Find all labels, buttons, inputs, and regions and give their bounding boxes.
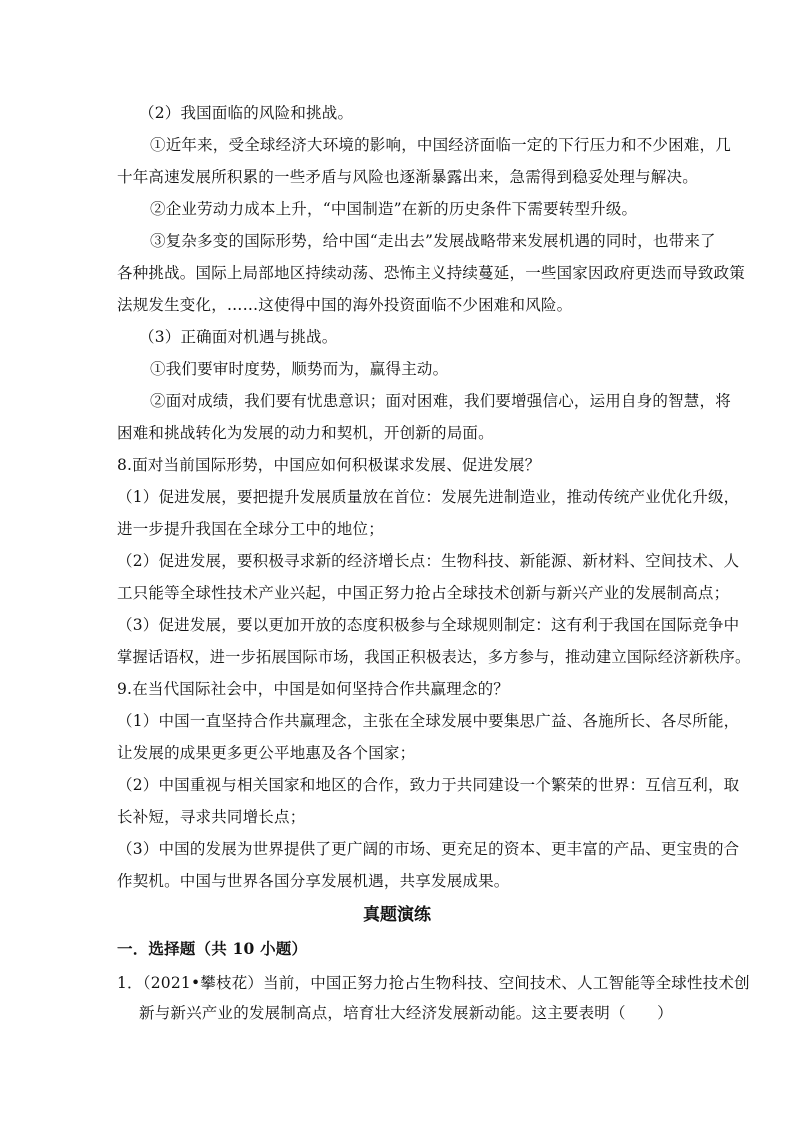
paragraph-line: ③复杂多变的国际形势，给中国“走出去”发展战略带来发展机遇的同时，也带来了	[150, 232, 716, 250]
paragraph-line: 长补短，寻求共同增长点；	[117, 808, 306, 826]
section-heading: 真题演练	[363, 905, 431, 925]
question-8-title: 8.面对当前国际形势，中国应如何积极谋求发展、促进发展？	[117, 456, 541, 474]
paragraph-line: 让发展的成果更多更公平地惠及各个国家；	[117, 744, 416, 762]
choice-section-title: 一．选择题（共 10 小题）	[117, 939, 308, 958]
question-9-title: 9.在当代国际社会中，中国是如何坚持合作共赢理念的？	[117, 680, 509, 698]
subsection-2-title: （2）我国面临的风险和挑战。	[139, 104, 354, 122]
paragraph-line: （2）促进发展，要积极寻求新的经济增长点：生物科技、新能源、新材料、空间技术、人	[117, 552, 740, 570]
paragraph-line: （1）中国一直坚持合作共赢理念，主张在全球发展中要集思广益、各施所长、各尽所能，	[117, 712, 740, 730]
paragraph-line: （3）中国的发展为世界提供了更广阔的市场、更充足的资本、更丰富的产品、更宝贵的合	[117, 840, 740, 858]
paragraph-line: ②企业劳动力成本上升，“中国制造”在新的历史条件下需要转型升级。	[150, 200, 638, 218]
paragraph-line: 掌握话语权，进一步拓展国际市场，我国正积极表达，多方参与，推动建立国际经济新秩序。	[117, 648, 751, 666]
paragraph-line: ①近年来，受全球经济大环境的影响，中国经济面临一定的下行压力和不少困难，几	[150, 136, 731, 154]
paragraph-line: （2）中国重视与相关国家和地区的合作，致力于共同建设一个繁荣的世界：互信互利，取	[117, 776, 740, 794]
paragraph-line: （3）促进发展，要以更加开放的态度积极参与全球规则制定：这有利于我国在国际竞争中	[117, 616, 740, 634]
paragraph-line: 工只能等全球性技术产业兴起，中国正努力抢占全球技术创新与新兴产业的发展制高点；	[117, 584, 730, 602]
subsection-3-title: （3）正确面对机遇与挑战。	[139, 328, 338, 346]
question-1-line: 新与新兴产业的发展制高点，培育壮大经济发展新动能。这主要表明（ ）	[139, 1004, 673, 1022]
paragraph-line: 十年高速发展所积累的一些矛盾与风险也逐渐暴露出来，急需得到稳妥处理与解决。	[117, 168, 698, 186]
paragraph-line: 进一步提升我国在全球分工中的地位；	[117, 520, 384, 538]
paragraph-line: 作契机。中国与世界各国分享发展机遇，共享发展成果。	[117, 872, 510, 890]
paragraph-line: 困难和挑战转化为发展的动力和契机，开创新的局面。	[117, 424, 494, 442]
paragraph-line: ①我们要审时度势，顺势而为，赢得主动。	[150, 360, 449, 378]
paragraph-line: 法规发生变化，……这使得中国的海外投资面临不少困难和风险。	[117, 296, 573, 314]
paragraph-line: ②面对成绩，我们要有忧患意识；面对困难，我们要增强信心，运用自身的智慧，将	[150, 392, 731, 410]
question-1-line: 1．（2021•攀枝花）当前，中国正努力抢占生物科技、空间技术、人工智能等全球性技术创	[117, 974, 750, 992]
paragraph-line: （1）促进发展，要把提升发展质量放在首位：发展先进制造业，推动传统产业优化升级，	[117, 488, 740, 506]
paragraph-line: 各种挑战。国际上局部地区持续动荡、恐怖主义持续蔓延，一些国家因政府更迭而导致政策	[117, 264, 746, 282]
